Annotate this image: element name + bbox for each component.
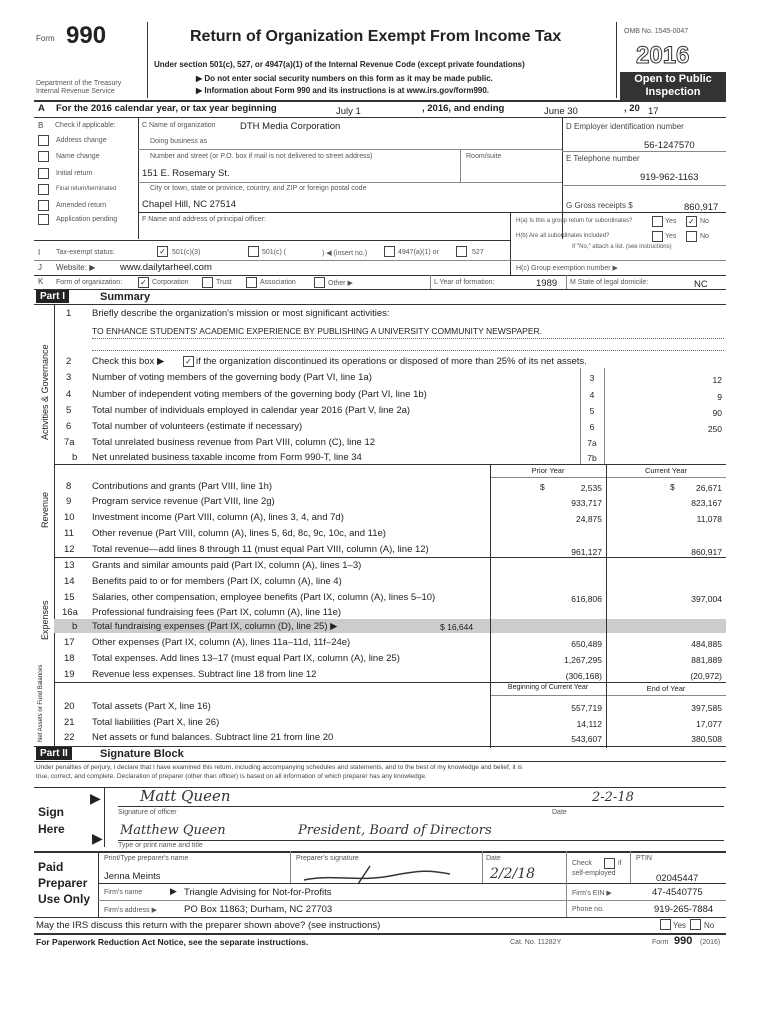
use-only-label: Use Only: [38, 892, 91, 906]
line-2-text: Check this box ▶: [92, 356, 165, 367]
form-subtitle-2: ▶ Do not enter social security numbers on this form as it may be made public.: [196, 74, 493, 83]
room-label: Room/suite: [466, 153, 502, 160]
name-change-label: Name change: [56, 153, 100, 160]
here-label: Here: [38, 822, 65, 836]
preparer-sig-label: Preparer's signature: [296, 855, 359, 862]
line-9-current[interactable]: 823,167: [691, 498, 722, 508]
firm-arrow-icon: ▶: [170, 886, 177, 896]
amended-return-checkbox[interactable]: [38, 200, 49, 211]
line-7b-num: b: [72, 452, 78, 463]
line-a-label: A: [38, 103, 45, 114]
preparer-divider: [98, 851, 99, 917]
h-b-label: H(b) Are all subordinates included?: [516, 233, 610, 239]
line-22-num: 22: [64, 732, 75, 743]
line-j-label: J: [38, 263, 42, 272]
prep-row1-rule: [98, 883, 726, 884]
h-a-no-label: No: [700, 218, 709, 225]
irs-discuss-yes-checkbox[interactable]: [660, 919, 671, 930]
line-j-rule-top: [34, 260, 726, 261]
side-label-governance: Activities & Governance: [40, 344, 50, 440]
firm-name-label: Firm's name: [104, 889, 143, 896]
corporation-label: Corporation: [152, 279, 189, 286]
line-9-text: Program service revenue (Part VIII, line 2g): [92, 496, 275, 507]
room-divider: [460, 149, 461, 183]
phone-rule: [562, 185, 726, 186]
amended-return-label: Amended return: [56, 202, 107, 209]
preparer-label: Preparer: [38, 876, 88, 890]
gross-rule: [510, 212, 726, 213]
side-label-revenue: Revenue: [40, 491, 50, 528]
line-1-text: Briefly describe the organization's mission or most significant activities:: [92, 308, 390, 319]
section-b-label: B: [38, 121, 44, 130]
application-pending-checkbox[interactable]: [38, 214, 49, 225]
other-label: Other ▶: [328, 280, 353, 287]
line-18-text: Total expenses. Add lines 13–17 (must equal Part IX, column (A), line 25): [92, 653, 400, 664]
line-k-rule-top: [34, 275, 726, 276]
h-b-note: If "No," attach a list. (see instructions): [572, 244, 672, 250]
discontinued-checkbox[interactable]: ✓: [183, 356, 194, 367]
line-10-prior[interactable]: 24,875: [576, 514, 602, 524]
line-17-current[interactable]: 484,885: [691, 639, 722, 649]
header-rule: [34, 100, 726, 102]
check-label: Check: [572, 860, 592, 867]
officer-sign-date[interactable]: 2-2-18: [592, 790, 634, 805]
form-subtitle-1: Under section 501(c), 527, or 4947(a)(1) of the Internal Revenue Code (except private foundations): [154, 60, 525, 69]
state-domicile-label: M State of legal domicile:: [570, 279, 649, 286]
footer-form-number: 990: [674, 935, 693, 947]
line-12-prior[interactable]: 961,127: [571, 547, 602, 557]
line-19-num: 19: [64, 669, 75, 680]
line-i-text: Tax-exempt status:: [56, 249, 115, 256]
line-18-num: 18: [64, 653, 75, 664]
h-a-yes-checkbox[interactable]: [652, 216, 663, 227]
dept-name: Department of the Treasury: [36, 80, 122, 87]
city-rule: [138, 212, 562, 213]
line-18-current[interactable]: 881,889: [691, 655, 722, 665]
firm-ein[interactable]: 47-4540775: [652, 887, 703, 898]
phone-value[interactable]: 919-962-1163: [640, 172, 699, 183]
eoy-header: End of Year: [646, 684, 686, 693]
address-change-label: Address change: [56, 137, 107, 144]
line-7a-box: 7a: [587, 438, 597, 448]
state-domicile-value[interactable]: NC: [694, 279, 708, 290]
line-20-current[interactable]: 397,585: [691, 703, 722, 713]
line-21-current[interactable]: 17,077: [696, 719, 722, 729]
trust-checkbox[interactable]: [202, 277, 213, 288]
name-change-checkbox[interactable]: [38, 151, 49, 162]
line-5-text: Total number of individuals employed in calendar year 2016 (Part V, line 2a): [92, 405, 411, 416]
prep-name-divider: [290, 851, 291, 883]
line-19-prior[interactable]: (306,168): [565, 671, 602, 681]
officer-name-label: Type or print name and title: [118, 842, 203, 849]
status-501c-insert: ) ◀ (insert no.): [322, 250, 368, 257]
end-year[interactable]: 17: [648, 106, 659, 117]
trust-label: Trust: [216, 279, 232, 286]
h-a-no-checkbox[interactable]: ✓: [686, 216, 697, 227]
form-title: Return of Organization Exempt From Income Tax: [190, 28, 562, 45]
part-2-title: Signature Block: [100, 748, 184, 760]
city-label: City or town, state or province, country, and ZIP or foreign postal code: [150, 185, 367, 192]
city-state-zip[interactable]: Chapel Hill, NC 27514: [142, 199, 236, 210]
omb-number: OMB No. 1545-0047: [624, 28, 689, 35]
mission-statement[interactable]: TO ENHANCE STUDENTS' ACADEMIC EXPERIENCE BY PUBLISHING A UNIVERSITY COMMUNITY NEWSPAPER.: [92, 326, 543, 336]
gross-receipts-value[interactable]: 860,917: [684, 202, 719, 213]
footer-form-label: Form: [652, 939, 669, 946]
ptin-label: PTIN: [636, 855, 652, 862]
side-label-net-assets: Net Assets or Fund Balances: [38, 664, 44, 742]
gross-receipts-label: G Gross receipts $: [566, 201, 633, 210]
paid-label: Paid: [38, 860, 64, 874]
expense-section-rule: [54, 682, 726, 683]
line-6-box: 6: [589, 422, 595, 432]
line-8-num: 8: [66, 481, 72, 492]
form-number: 990: [66, 22, 107, 49]
ein-label: D Employer identification number: [566, 122, 684, 131]
line-21-num: 21: [64, 717, 75, 728]
self-employed-label: self-employed: [572, 870, 616, 877]
current-year-header: Current Year: [644, 466, 688, 475]
firm-phone[interactable]: 919-265-7884: [654, 904, 714, 915]
line-17-prior[interactable]: 650,489: [571, 639, 602, 649]
line-5-box: 5: [589, 406, 595, 416]
application-pending-label: Application pending: [56, 216, 118, 223]
line-4-box: 4: [589, 390, 595, 400]
sign-date-label: Date: [552, 809, 567, 816]
irs-name: Internal Revenue Service: [36, 88, 115, 95]
line-15-text: Salaries, other compensation, employee benefits (Part IX, column (A), lines 5–10): [92, 592, 436, 603]
line-16b-num: b: [72, 621, 78, 632]
line-4-text: Number of independent voting members of the governing body (Part VI, line 1b): [92, 389, 427, 400]
line-a-mid: , 2016, and ending: [422, 103, 505, 114]
sign-bottom-rule: [34, 851, 726, 853]
sign-arrow-icon: ▶: [90, 790, 101, 806]
status-527-label: 527: [472, 249, 484, 256]
officer-name-rule: [118, 840, 724, 841]
line-9-num: 9: [66, 496, 72, 507]
header-divider-left: [147, 22, 148, 98]
open-to-public-1: Open to Public: [634, 73, 712, 85]
line-7a-num: 7a: [64, 437, 75, 448]
line-7a-text: Total unrelated business revenue from Part VIII, column (C), line 12: [92, 437, 376, 448]
line-3-value[interactable]: 12: [712, 375, 722, 385]
officer-title[interactable]: President, Board of Directors: [298, 823, 492, 838]
line-20-prior[interactable]: 557,719: [571, 703, 602, 713]
tax-year-end[interactable]: June 30: [544, 106, 578, 117]
h-b-yes-label: Yes: [665, 233, 677, 240]
h-b-no-checkbox[interactable]: [686, 231, 697, 242]
status-501c-checkbox[interactable]: [248, 246, 259, 257]
line-12-num: 12: [64, 544, 75, 555]
section-b-heading: Check if applicable:: [55, 122, 116, 129]
line-21-text: Total liabilities (Part X, line 26): [92, 717, 220, 728]
line-2-num: 2: [66, 356, 72, 367]
line-10-current[interactable]: 11,078: [696, 514, 722, 524]
line-7b-text: Net unrelated business taxable income from Form 990-T, line 34: [92, 452, 362, 463]
paperwork-notice: For Paperwork Reduction Act Notice, see the separate instructions.: [36, 937, 309, 947]
line-8-prior-dollar: $: [540, 482, 545, 492]
line-13-text: Grants and similar amounts paid (Part IX, column (A), lines 1–3): [92, 560, 362, 571]
check-if-label: if: [618, 860, 622, 867]
line-17-num: 17: [64, 637, 75, 648]
line-6-text: Total number of volunteers (estimate if necessary): [92, 421, 303, 432]
ptin-value[interactable]: 02045447: [656, 873, 699, 884]
line-10-text: Investment income (Part VIII, column (A), lines 3, 4, and 7d): [92, 512, 344, 523]
line-k-text: Form of organization:: [56, 279, 123, 286]
line-11-num: 11: [64, 528, 74, 539]
line-a-text: For the 2016 calendar year, or tax year beginning: [56, 103, 277, 114]
line-14-text: Benefits paid to or for members (Part IX, column (A), line 4): [92, 576, 342, 587]
line-22-current[interactable]: 380,508: [691, 734, 722, 744]
line-20-num: 20: [64, 701, 75, 712]
part-2-rule: [34, 761, 726, 762]
status-527-checkbox[interactable]: [456, 246, 467, 257]
line-i-label: I: [38, 248, 41, 257]
line-18-prior[interactable]: 1,267,295: [564, 655, 602, 665]
line-10-num: 10: [64, 512, 75, 523]
line-9-prior[interactable]: 933,717: [571, 498, 602, 508]
gov-box-divider-left: [580, 368, 581, 464]
initial-return-checkbox[interactable]: [38, 168, 49, 179]
line-12-text: Total revenue—add lines 8 through 11 (must equal Part VIII, column (A), line 12): [92, 544, 429, 555]
part-1-rule: [34, 304, 726, 305]
line-19-text: Revenue less expenses. Subtract line 18 from line 12: [92, 669, 317, 680]
line-6-value[interactable]: 250: [707, 424, 722, 434]
section-b-divider: [138, 117, 139, 239]
prep-date-divider: [566, 851, 567, 883]
line-8-current[interactable]: 26,671: [696, 483, 722, 493]
h-b-no-label: No: [700, 233, 709, 240]
line-m-divider: [566, 275, 567, 289]
revenue-section-rule: [54, 557, 726, 558]
preparer-date[interactable]: 2/2/18: [490, 866, 536, 882]
h-b-yes-checkbox[interactable]: [652, 231, 663, 242]
tax-year-begin[interactable]: July 1: [336, 106, 361, 117]
part-1-bottom-rule: [34, 746, 726, 747]
firm-address-label: Firm's address ▶: [104, 907, 158, 914]
firm-address[interactable]: PO Box 11863; Durham, NC 27703: [184, 904, 333, 915]
header-divider-right: [616, 22, 617, 98]
open-to-public-2: Inspection: [645, 86, 701, 98]
line-13-num: 13: [64, 560, 75, 571]
ein-rule: [562, 151, 726, 152]
year-formation-value[interactable]: 1989: [536, 278, 558, 289]
footer-form-year: (2016): [700, 939, 721, 946]
line-22-text: Net assets or fund balances. Subtract line 21 from line 20: [92, 732, 334, 743]
firm-ein-label: Firm's EIN ▶: [572, 890, 612, 897]
mission-line-1: [92, 338, 724, 339]
part-1-title: Summary: [100, 291, 151, 303]
firm-name[interactable]: Triangle Advising for Not-for-Profits: [184, 887, 332, 898]
irs-discuss-yes-label: Yes: [673, 921, 687, 930]
officer-name[interactable]: Matthew Queen: [120, 823, 226, 838]
line-i-rule: [34, 240, 510, 241]
line-15-current[interactable]: 397,004: [691, 594, 722, 604]
sign-arrow-2-icon: ▶: [92, 830, 103, 846]
line-15-num: 15: [64, 592, 75, 603]
line-16b-text: Total fundraising expenses (Part IX, column (D), line 25) ▶: [92, 621, 338, 632]
part-1-tag: Part I: [36, 290, 69, 303]
col-header-rule: [490, 477, 726, 478]
prep-check-divider: [630, 851, 631, 883]
line-20-text: Total assets (Part X, line 16): [92, 701, 211, 712]
line-11-text: Other revenue (Part VIII, column (A), lines 5, 6d, 8c, 9c, 10c, and 11e): [92, 528, 386, 539]
prep-row2-rule: [98, 900, 726, 901]
sign-label: Sign: [38, 805, 64, 819]
form-prefix: Form: [36, 34, 55, 43]
line-16a-text: Professional fundraising fees (Part IX, column (A), line 11e): [92, 607, 342, 618]
irs-discuss-question: May the IRS discuss this return with the preparer shown above? (see instructions): [36, 920, 381, 931]
association-checkbox[interactable]: [246, 277, 257, 288]
ein-value[interactable]: 56-1247570: [644, 140, 695, 151]
gov-section-rule: [54, 464, 726, 465]
line-14-num: 14: [64, 576, 75, 587]
status-501c3-checkbox[interactable]: ✓: [157, 246, 168, 257]
line-21-prior[interactable]: 14,112: [576, 719, 602, 729]
line-8-current-dollar: $: [670, 482, 675, 492]
status-501c3-label: 501(c)(3): [172, 249, 201, 256]
line-k-label: K: [38, 277, 44, 286]
h-a-label: H(a) Is this a group return for subordinates?: [516, 218, 633, 224]
street-rule: [138, 182, 562, 183]
perjury-line-1: Under penalties of perjury, I declare that I have examined this return, including accompanying schedules and statements, and to the best of my knowledge and belief, it is: [36, 764, 523, 771]
h-a-yes-label: Yes: [665, 218, 677, 225]
sign-date-rule: [550, 806, 724, 807]
street-address[interactable]: 151 E. Rosemary St.: [142, 168, 230, 179]
line-5-value[interactable]: 90: [712, 408, 722, 418]
dba-label: Doing business as: [150, 138, 208, 145]
line-1-num: 1: [66, 308, 72, 319]
group-exemption-label: H(c) Group exemption number ▶: [516, 265, 618, 272]
net-col-header-rule: [490, 695, 726, 696]
line-j-text: Website: ▶: [56, 263, 96, 272]
officer-sig-label: Signature of officer: [118, 809, 177, 816]
year-formation-label: L Year of formation:: [434, 279, 495, 286]
perjury-rule: [34, 787, 726, 788]
status-4947-label: 4947(a)(1) or: [398, 249, 439, 256]
other-checkbox[interactable]: [314, 277, 325, 288]
line-k-rule-bottom: [34, 289, 726, 290]
org-name-label: C Name of organization: [142, 122, 216, 129]
preparer-bottom-rule: [34, 917, 726, 918]
line-22-prior[interactable]: 543,607: [571, 734, 602, 744]
firm-phone-label: Phone no.: [572, 906, 604, 913]
part-2-tag: Part II: [36, 747, 72, 760]
line-l-divider: [430, 275, 431, 289]
officer-signature[interactable]: Matt Queen: [140, 787, 231, 805]
dba-rule: [138, 149, 562, 150]
h-divider: [510, 212, 511, 276]
phone-label: E Telephone number: [566, 154, 640, 163]
self-employed-checkbox[interactable]: [604, 858, 615, 869]
gov-box-divider-right: [604, 368, 605, 464]
boy-header: Beginning of Current Year: [507, 684, 589, 691]
line-4-value[interactable]: 9: [717, 392, 722, 402]
sign-divider: [104, 787, 105, 847]
catalog-number: Cat. No. 11282Y: [510, 939, 562, 946]
line-6-num: 6: [66, 421, 72, 432]
prep-sig-divider: [482, 851, 483, 883]
line-3-num: 3: [66, 372, 72, 383]
prior-year-header: Prior Year: [531, 466, 565, 475]
line-12-current[interactable]: 860,917: [691, 547, 722, 557]
officer-sig-rule: [118, 806, 558, 807]
preparer-name[interactable]: Jenna Meints: [104, 871, 161, 882]
footer-rule: [34, 933, 726, 935]
side-label-expenses: Expenses: [40, 600, 50, 640]
preparer-date-label: Date: [486, 855, 501, 862]
line-7b-box: 7b: [587, 453, 597, 463]
final-return-checkbox[interactable]: [38, 184, 49, 195]
line-4-num: 4: [66, 389, 72, 400]
status-501c-label: 501(c) (: [262, 249, 287, 256]
line-8-prior[interactable]: 2,535: [580, 483, 602, 493]
status-4947-checkbox[interactable]: [384, 246, 395, 257]
line-16a-num: 16a: [62, 607, 78, 618]
line-16b-value[interactable]: $ 16,644: [440, 622, 474, 632]
form-subtitle-3: ▶ Information about Form 990 and its instructions is at www.irs.gov/form990.: [196, 86, 490, 95]
mission-line-2: [92, 350, 724, 351]
website-link[interactable]: www.dailytarheel.com: [120, 262, 212, 273]
line-19-current[interactable]: (20,972): [690, 671, 722, 681]
irs-discuss-no-label: No: [704, 921, 715, 930]
org-name[interactable]: DTH Media Corporation: [240, 121, 341, 132]
prior-col-divider: [490, 464, 491, 748]
line-8-text: Contributions and grants (Part VIII, line 1h): [92, 481, 273, 492]
line-3-box: 3: [589, 373, 595, 383]
current-col-divider: [606, 464, 607, 748]
corporation-checkbox[interactable]: ✓: [138, 277, 149, 288]
line-3-text: Number of voting members of the governing body (Part VI, line 1a): [92, 372, 372, 383]
line-2-rest: if the organization discontinued its operations or disposed of more than 25% of its net assets.: [196, 356, 587, 367]
street-label: Number and street (or P.O. box if mail is not delivered to street address): [150, 153, 373, 160]
line-15-prior[interactable]: 616,806: [571, 594, 602, 604]
line-5-num: 5: [66, 405, 72, 416]
line-17-text: Other expenses (Part IX, column (A), lines 11a–11d, 11f–24e): [92, 637, 351, 648]
end-year-prefix: , 20: [624, 103, 640, 114]
initial-return-label: Initial return: [56, 170, 93, 177]
final-return-label: Final return/terminated: [56, 186, 117, 192]
irs-discuss-no-checkbox[interactable]: [690, 919, 701, 930]
association-label: Association: [260, 279, 296, 286]
perjury-line-2: true, correct, and complete. Declaration of preparer (other than officer) is based on all information of which preparer has any knowledge.: [36, 773, 427, 780]
address-change-checkbox[interactable]: [38, 135, 49, 146]
preparer-name-label: Print/Type preparer's name: [104, 855, 189, 862]
tax-year: 2016: [636, 42, 690, 69]
principal-officer-label: F Name and address of principal officer:: [142, 216, 266, 223]
